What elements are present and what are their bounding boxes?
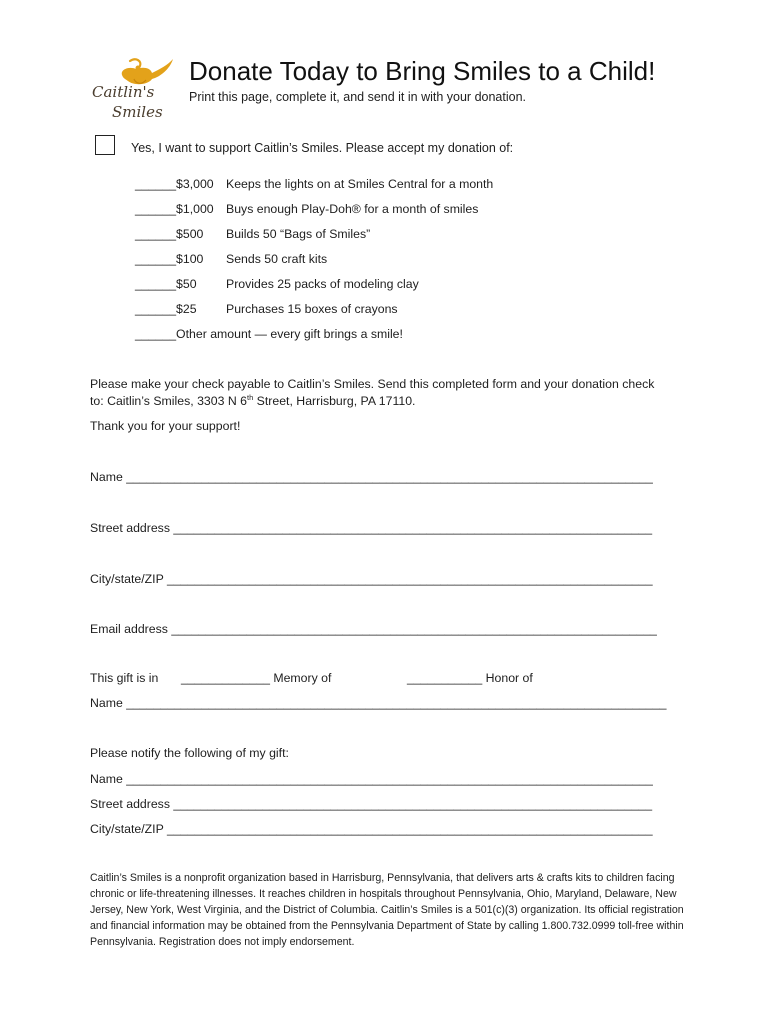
notify-city-field[interactable]: City/state/ZIP _______________________________________________________________________ (90, 822, 653, 836)
donor-name-field[interactable]: Name _____________________________________________________________________________ (90, 470, 653, 484)
page-subtitle: Print this page, complete it, and send it in with your donation. (189, 90, 526, 104)
donor-street-field[interactable]: Street address ______________________________________________________________________ (90, 521, 653, 535)
donation-description: Sends 50 craft kits (226, 252, 328, 266)
donation-amount: ______$25 (135, 302, 197, 316)
donation-description: Buys enough Play-Doh® for a month of smiles (226, 202, 479, 216)
caitlins-smiles-logo (90, 55, 174, 123)
support-checkbox[interactable] (95, 135, 115, 155)
donor-email-field[interactable]: Email address _______________________________________________________________________ (90, 622, 657, 636)
tribute-memory-field[interactable]: _____________ Memory of (181, 671, 332, 685)
page-title: Donate Today to Bring Smiles to a Child! (189, 56, 656, 86)
genie-lamp-icon (90, 55, 174, 123)
logo-wordmark-bottom: Smiles (112, 103, 163, 121)
mailing-instructions (90, 376, 690, 409)
donation-amount: ______$100 (135, 252, 204, 266)
thank-you-text: Thank you for your support! (90, 419, 241, 433)
donation-description: Purchases 15 boxes of crayons (226, 302, 398, 316)
mailing-address (90, 393, 690, 410)
address-text: Street, Harrisburg, PA 17110. (253, 393, 416, 408)
instructions-line: Please make your check payable to Caitlin’s Smiles. Send this completed form and your donation check (90, 377, 655, 391)
legal-disclaimer: Caitlin’s Smiles is a nonprofit organization based in Harrisburg, Pennsylvania, that delivers arts & crafts kits to children facing chronic or life-threatening illnesses. It reaches children in hospitals throughout Pennsylvania, Ohio, Maryland, Delaware, New Jersey, New York, West Virginia, and the District of Columbia. Caitlin’s Smiles is a 501(c)(3) organization. Its official registration and financial information may be obtained from the Pennsylvania Department of State by calling 1.800.732.0999 toll-free within Pennsylvania. Registration does not imply endorsement. (90, 872, 684, 948)
address-superscript: th (246, 392, 254, 402)
donation-amount: ______$500 (135, 227, 204, 241)
notify-street-field[interactable]: Street address ______________________________________________________________________ (90, 797, 653, 811)
tribute-name-field[interactable]: Name _______________________________________________________________________________ (90, 696, 667, 710)
logo-wordmark-top: Caitlin's (92, 83, 155, 101)
donor-city-field[interactable]: City/state/ZIP _______________________________________________________________________ (90, 572, 653, 586)
address-text: to: Caitlin’s Smiles, 3303 N 6 (90, 393, 247, 408)
donation-amount: ______Other amount — every gift brings a smile! (135, 327, 403, 341)
notify-name-field[interactable]: Name _____________________________________________________________________________ (90, 772, 653, 786)
tribute-honor-field[interactable]: ___________ Honor of (407, 671, 533, 685)
notify-heading: Please notify the following of my gift: (90, 746, 289, 760)
donation-amount: ______$50 (135, 277, 197, 291)
donation-description: Builds 50 “Bags of Smiles” (226, 227, 371, 241)
donation-amount: ______$3,000 (135, 177, 214, 191)
tribute-label: This gift is in (90, 671, 159, 685)
donation-description: Keeps the lights on at Smiles Central for a month (226, 177, 494, 191)
support-checkbox-label: Yes, I want to support Caitlin’s Smiles. Please accept my donation of: (131, 141, 514, 155)
donation-amount: ______$1,000 (135, 202, 214, 216)
donation-description: Provides 25 packs of modeling clay (226, 277, 419, 291)
